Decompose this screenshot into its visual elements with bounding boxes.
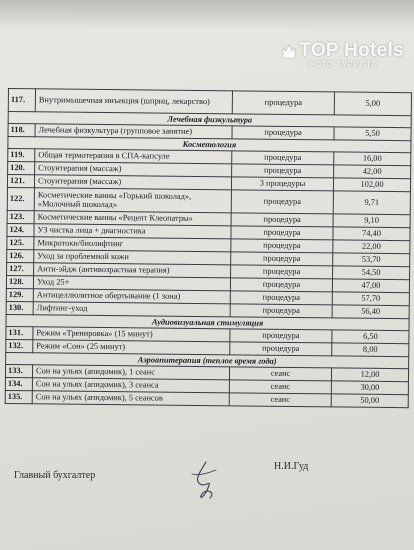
row-number: 120. [8,162,35,175]
signature-icon [186,458,226,504]
service-name: Анти-эйдж (антивозрастная терапия) [34,263,231,278]
unit-cell: процедура [231,226,333,240]
service-name: Стоунтерапия (массаж) [34,175,231,190]
price-cell: 57,70 [332,292,409,306]
watermark-brand [281,40,404,62]
price-cell: 50,00 [331,394,408,408]
price-cell: 42,00 [334,165,411,179]
service-name: Косметические ванны «Рецепт Клеопатры» [34,211,231,226]
page-shadow [0,0,414,30]
unit-cell: процедура [232,91,334,115]
service-name: Уход 25+ [33,276,230,291]
row-number: 130. [6,301,33,314]
section-title: Аэроапитерапия (теплое время года) [6,352,409,368]
unit-cell: сеанс [229,393,331,407]
row-number: 132. [6,339,33,352]
unit-cell: 3 процедуры [231,177,333,191]
price-cell: 22,00 [333,240,410,254]
row-number: 121. [7,175,34,188]
section-title: Косметология [8,137,411,153]
crown-icon [281,42,297,60]
price-table [5,88,412,408]
price-cell: 9,10 [333,214,410,228]
service-name: Лифтинг-уход [33,302,230,317]
price-cell: 47,00 [332,279,409,293]
service-name: УЗ чистка лица + диагностика [34,224,231,239]
row-number: 118. [8,124,35,137]
service-name: Внутримышечная инъекция (шприц, лекарство) [35,89,232,114]
unit-cell: процедура [230,329,332,343]
row-number: 119. [8,149,35,162]
unit-cell: сеанс [229,380,331,394]
price-cell: 8,00 [332,343,409,357]
watermark-subtitle: ФОТО ТУРИСТА [308,60,378,69]
unit-cell: процедура [230,342,332,356]
unit-cell: сеанс [229,367,331,381]
row-number: 125. [7,236,34,249]
row-number: 123. [7,210,34,223]
section-title: Аудиовизуальная стимуляция [6,314,409,330]
unit-cell: процедура [230,278,332,292]
price-cell: 30,00 [331,381,408,395]
watermark-brand-text: TOP Hotels [299,40,404,61]
unit-cell: процедура [231,265,333,279]
watermark [281,40,404,69]
service-name: Общая термотерапия в СПА-капсуле [35,149,232,164]
row-number: 135. [5,390,32,403]
service-name: Стоунтерапия (массаж) [35,162,232,177]
unit-cell: процедура [231,252,333,266]
price-cell: 5,00 [334,92,411,116]
price-cell: 6,50 [332,330,409,344]
service-name: Режим «Тренировка» (15 минут) [33,327,230,342]
unit-cell: процедура [230,291,332,305]
row-number: 127. [7,262,34,275]
price-cell: 56,40 [332,305,409,319]
service-name: Уход за проблемной кожи [34,250,231,265]
service-name: Антицеллюлитное обертывание (1 зона) [33,289,230,304]
price-cell: 74,40 [333,227,410,241]
row-number: 124. [7,223,34,236]
unit-cell: процедура [232,164,334,178]
price-cell: 5,50 [334,127,411,141]
row-number: 129. [6,288,33,301]
unit-cell: процедура [231,190,333,214]
price-cell: 16,00 [334,152,411,166]
unit-cell: процедура [232,126,334,140]
service-name: Сон на ульях (апидомик), 3 сеанса [32,378,229,393]
row-number: 128. [6,275,33,288]
row-number: 131. [6,326,33,339]
service-name: Косметические ванны «Горький шоколад», «Молочный шоколад» [34,188,231,213]
row-number: 117. [8,89,35,112]
service-name: Режим «Сон» (25 минут) [33,340,230,355]
row-number: 126. [7,249,34,262]
price-cell: 53,70 [333,253,410,267]
footer-signer-name: Н.И.Гуд [274,461,309,472]
price-table-body [5,89,411,408]
price-cell: 12,00 [331,368,408,382]
unit-cell: процедура [232,151,334,165]
row-number: 133. [5,364,32,377]
row-number: 134. [5,377,32,390]
row-number: 122. [7,187,34,210]
service-name: Лечебная физкультура (групповое занятие) [35,124,232,139]
unit-cell: процедура [231,213,333,227]
service-name: Сон на ульях (апидомик), 5 сеансов [32,391,229,406]
price-cell: 102,00 [333,178,410,192]
footer-position: Главный бухгалтер [14,470,96,481]
unit-cell: процедура [230,304,332,318]
price-cell: 9,71 [333,191,410,215]
price-cell: 54,50 [333,266,410,280]
section-title: Лечебная физкультура [8,112,411,128]
service-name: Сон на ульях (апидомик), 1 сеанс [32,365,229,380]
service-name: Микротоки/биолифтинг [34,237,231,252]
unit-cell: процедура [231,239,333,253]
